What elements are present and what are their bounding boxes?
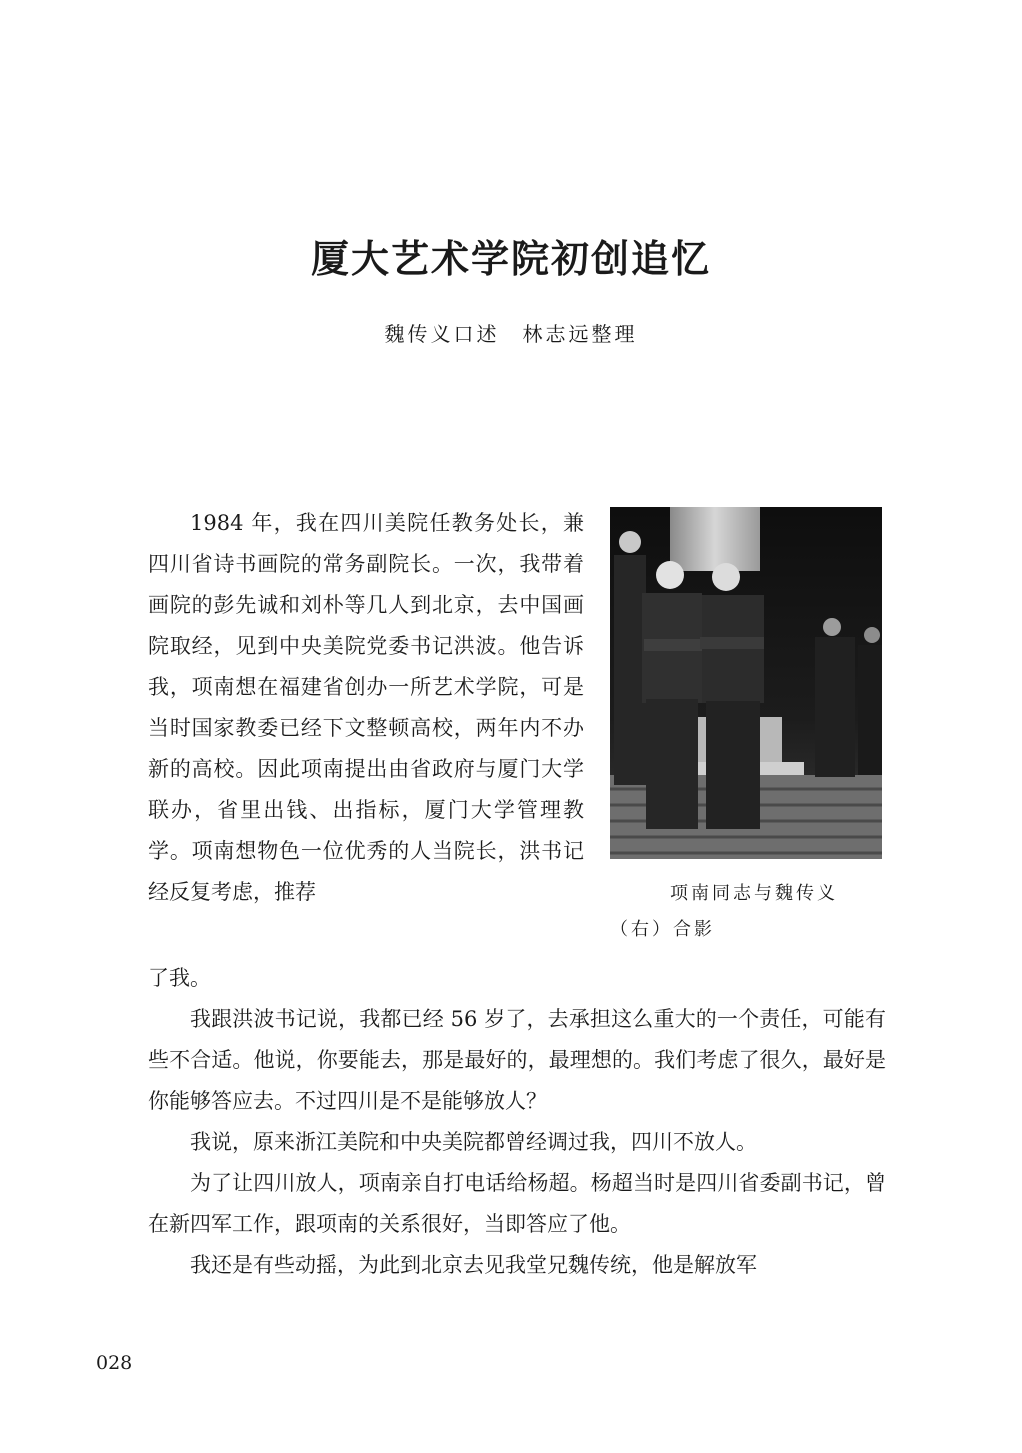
- body-paragraph: 我说，原来浙江美院和中央美院都曾经调过我，四川不放人。: [190, 1130, 757, 1154]
- body-paragraph: 我还是有些动摇，为此到北京去见我堂兄魏传统，他是解放军: [190, 1253, 757, 1277]
- page-number: 028: [96, 1352, 133, 1374]
- historical-photo: [610, 507, 882, 859]
- body-paragraph: 为了让四川放人，项南亲自打电话给杨超。杨超当时是四川省委副书记，曾在新四军工作，跟项南的关系很好，当即答应了他。: [148, 1171, 886, 1236]
- intro-text-column: [148, 503, 584, 913]
- body-text: [148, 958, 886, 1286]
- caption-line-2: （右）合影: [610, 919, 715, 940]
- intro-paragraph: 1984 年，我在四川美院任教务处长，兼四川省诗书画院的常务副院长。一次，我带着画院的彭先诚和刘朴等几人到北京，去中国画院取经，见到中央美院党委书记洪波。他告诉我，项南想在福建省创办一所艺术学院，可是当时国家教委已经下文整顿高校，两年内不办新的高校。因此项南提出由省政府与厦门大学联办，省里出钱、出指标，厦门大学管理教学。项南想物色一位优秀的人当院长，洪书记经反复考虑，推荐: [148, 511, 584, 904]
- article-title: 厦大艺术学院初创追忆: [310, 237, 711, 281]
- caption-line-1: 项南同志与魏传义: [670, 883, 838, 904]
- photo-caption: [610, 876, 882, 948]
- author-byline: 魏传义口述 林志远整理: [384, 322, 638, 346]
- body-paragraph: 我跟洪波书记说，我都已经 56 岁了，去承担这么重大的一个责任，可能有些不合适。他说，你要能去，那是最好的，最理想的。我们考虑了很久，最好是你能够答应去。不过四川是不是能够放人？: [148, 1007, 886, 1113]
- intro-continuation: 了我。: [148, 966, 211, 990]
